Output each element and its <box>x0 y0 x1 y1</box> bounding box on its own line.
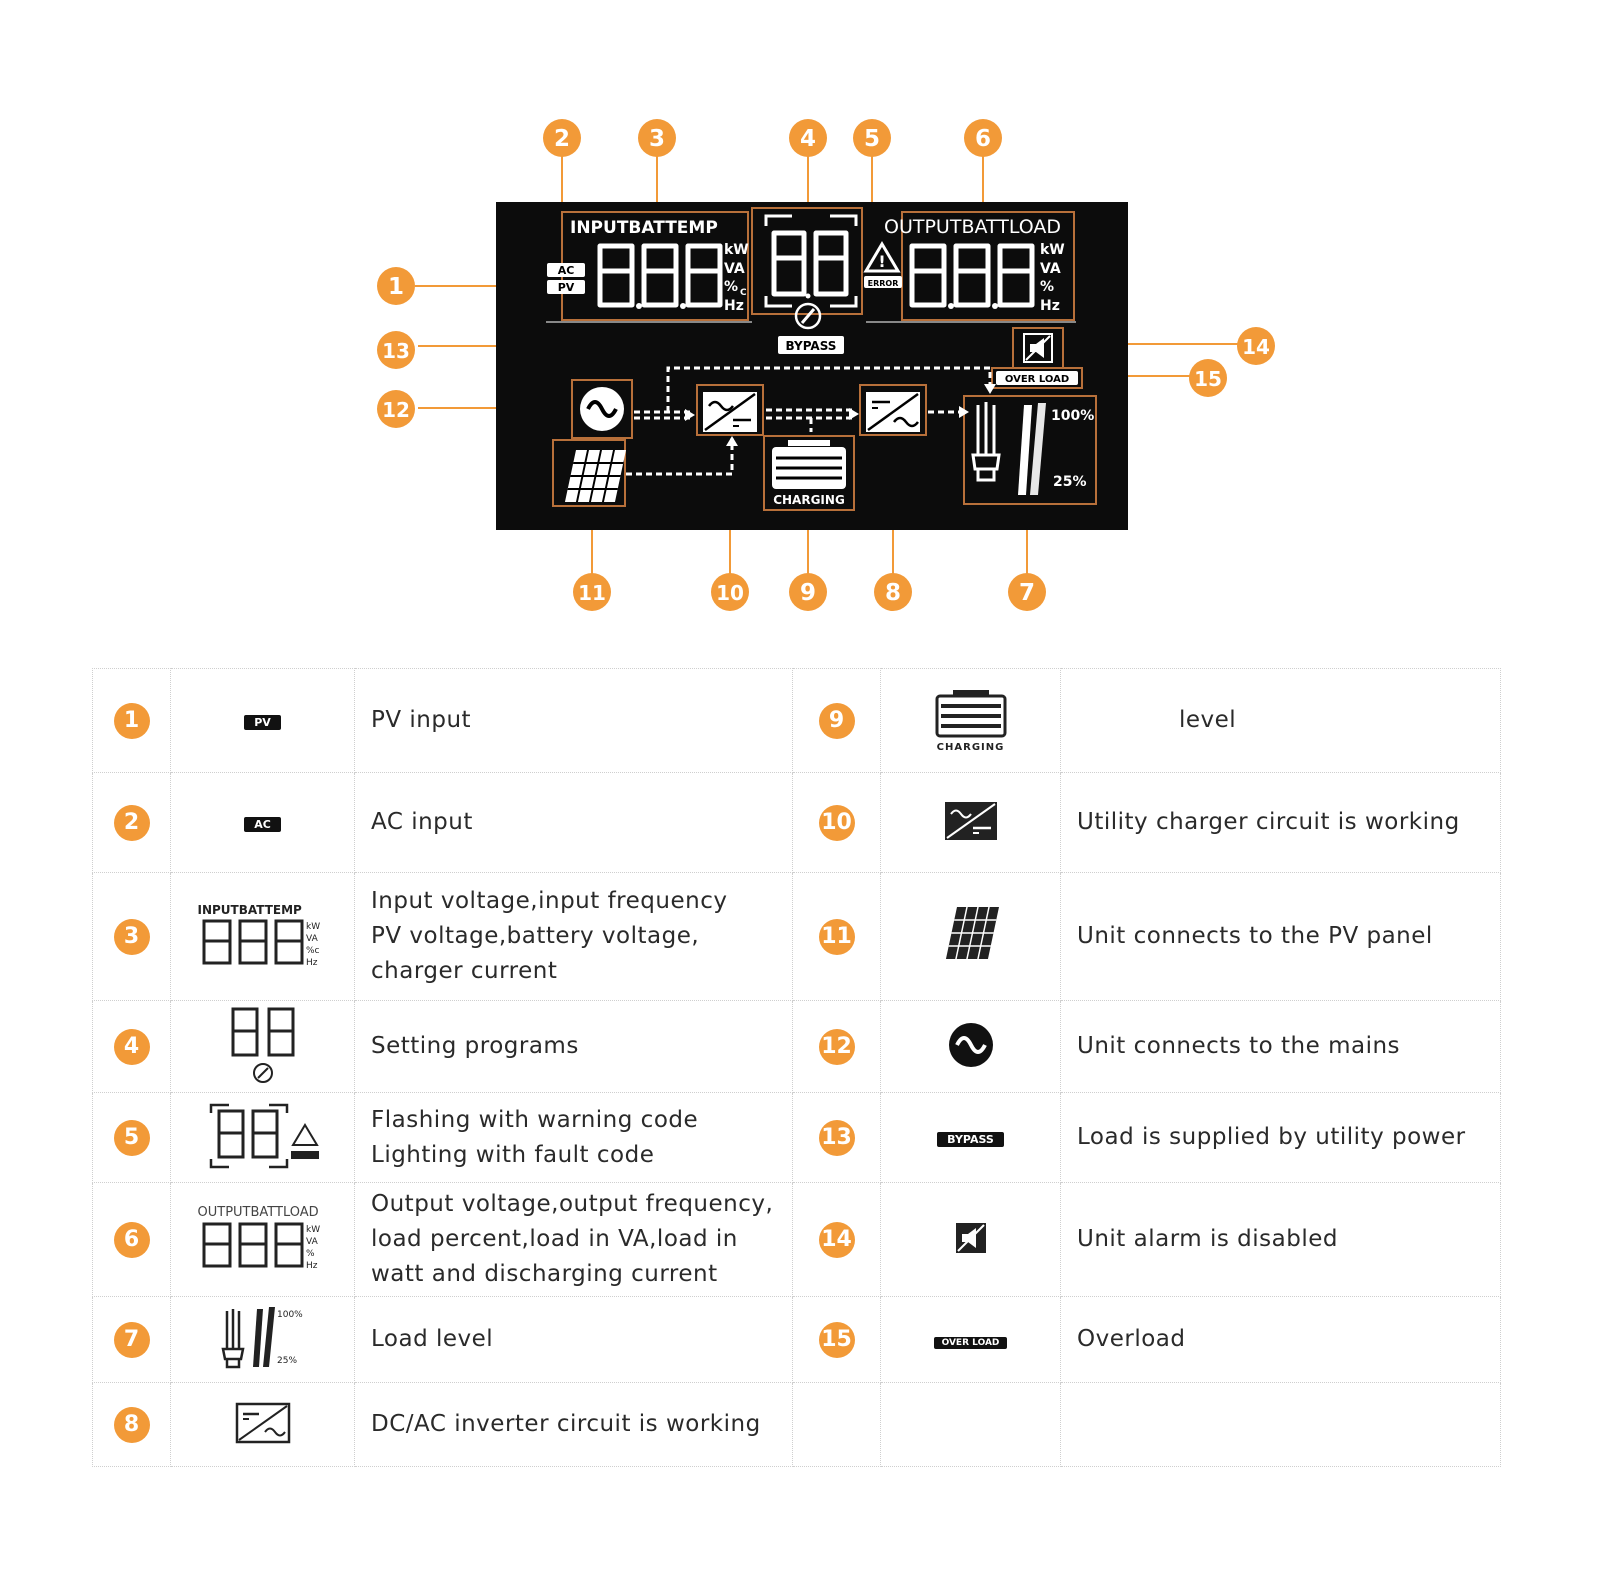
legend-number-badge: 13 <box>819 1120 855 1156</box>
charger-circuit-icon <box>943 800 999 842</box>
svg-text:!: ! <box>878 252 886 271</box>
input-label: INPUTBATTEMP <box>570 218 718 238</box>
legend-number-badge: 12 <box>819 1029 855 1065</box>
svg-text:100%: 100% <box>276 1309 303 1320</box>
setting-digits-icon <box>223 1003 303 1087</box>
legend-desc-line: Output voltage,output frequency, <box>371 1191 774 1217</box>
callout-8: 8 <box>884 580 902 606</box>
legend-desc-line: DC/AC inverter circuit is working <box>371 1411 761 1437</box>
ac-tag: AC <box>557 264 575 277</box>
callout-3: 3 <box>648 126 666 152</box>
callout-7: 7 <box>1018 580 1036 606</box>
legend-desc-line: Setting programs <box>371 1033 579 1059</box>
output-display-icon: OUTPUTBATTLOAD kW VA % Hz <box>197 1205 320 1270</box>
svg-text:Hz: Hz <box>724 298 744 314</box>
svg-text:kW: kW <box>305 921 320 932</box>
legend-desc-line: Unit alarm is disabled <box>1077 1226 1338 1252</box>
overload-tag-icon: OVER LOAD <box>934 1337 1008 1349</box>
bypass-tag: BYPASS <box>785 339 837 353</box>
input-display-icon: INPUTBATTEMP kW VA %c Hz <box>197 902 320 967</box>
callout-12: 12 <box>382 398 410 422</box>
battery-charging-icon <box>772 440 846 489</box>
svg-text:kW: kW <box>1040 242 1065 258</box>
pv-tag-icon: PV <box>244 715 281 730</box>
legend-number-badge: 9 <box>819 703 855 739</box>
load-high-label: 100% <box>1051 408 1095 424</box>
legend-row <box>93 669 1501 773</box>
legend-number-badge: 2 <box>114 805 150 841</box>
legend-desc-line: AC input <box>371 809 473 835</box>
legend-desc-line: Unit connects to the mains <box>1077 1033 1401 1059</box>
svg-text:Hz: Hz <box>305 1261 317 1270</box>
error-tag: ERROR <box>867 279 899 288</box>
legend-desc-line: Flashing with warning code <box>371 1106 699 1133</box>
error-digits-icon <box>203 1099 323 1173</box>
callout-11: 11 <box>578 581 606 605</box>
load-low-label: 25% <box>1053 474 1087 490</box>
charger-circuit-icon <box>703 392 757 432</box>
callout-1: 1 <box>387 274 405 300</box>
mains-icon <box>946 1020 996 1070</box>
battery-charging-icon: CHARGING <box>933 688 1009 753</box>
legend-desc-line: Load is supplied by utility power <box>1077 1124 1466 1150</box>
legend-number-badge: 1 <box>114 703 150 739</box>
callout-10: 10 <box>716 581 744 605</box>
legend-number-badge: 10 <box>819 805 855 841</box>
legend-desc-line: watt and discharging current <box>371 1261 718 1287</box>
pv-panel-icon <box>939 903 1003 967</box>
alarm-disabled-icon <box>954 1221 988 1255</box>
legend-row <box>93 1297 1501 1383</box>
legend-desc-line: Unit connects to the PV panel <box>1077 923 1433 949</box>
legend-number-badge: 7 <box>114 1322 150 1358</box>
legend-desc-line: Input voltage,input frequency <box>371 888 728 914</box>
legend-desc-line: level <box>1179 707 1237 733</box>
svg-text:kW: kW <box>305 1225 320 1235</box>
legend-number-badge: 15 <box>819 1322 855 1358</box>
svg-text:%c: %c <box>305 945 319 956</box>
svg-text:Hz: Hz <box>1040 298 1060 314</box>
legend-desc-line: load percent,load in VA,load in <box>371 1226 738 1252</box>
legend-row <box>93 1183 1501 1297</box>
bypass-tag-icon: BYPASS <box>937 1132 1004 1147</box>
legend-number-badge: 8 <box>114 1407 150 1443</box>
legend-number-badge: 6 <box>114 1222 150 1258</box>
legend-number-badge: 3 <box>114 919 150 955</box>
svg-text:%: % <box>724 279 739 295</box>
svg-text:%: % <box>1040 279 1055 295</box>
svg-text:25%: 25% <box>276 1355 297 1366</box>
overload-tag: OVER LOAD <box>1004 374 1070 385</box>
callout-9: 9 <box>799 580 817 606</box>
callout-6: 6 <box>974 126 992 152</box>
callout-4: 4 <box>799 126 817 152</box>
svg-text:VA: VA <box>305 933 318 944</box>
output-label: OUTPUTBATTLOAD <box>884 216 1062 238</box>
callout-15: 15 <box>1194 367 1222 391</box>
dc-ac-inverter-icon <box>866 392 920 432</box>
svg-text:%: % <box>305 1249 315 1259</box>
legend-row <box>93 1093 1501 1183</box>
svg-text:C: C <box>740 288 747 298</box>
legend-table <box>92 668 1501 1467</box>
legend-number-badge: 11 <box>819 919 855 955</box>
callout-14: 14 <box>1242 335 1270 359</box>
legend-row <box>93 873 1501 1001</box>
legend-number-badge: 5 <box>114 1120 150 1156</box>
legend-row <box>93 1001 1501 1093</box>
ac-tag-icon: AC <box>244 817 281 832</box>
load-level-icon <box>213 1301 313 1375</box>
legend-desc-line: Utility charger circuit is working <box>1077 809 1460 835</box>
callout-13: 13 <box>382 339 410 363</box>
legend-number-badge: 14 <box>819 1222 855 1258</box>
bulb-icon <box>973 402 999 480</box>
legend-number-badge: 4 <box>114 1029 150 1065</box>
legend-desc-line: Load level <box>371 1326 494 1352</box>
legend-desc-line: Overload <box>1077 1326 1186 1352</box>
svg-text:Hz: Hz <box>305 957 317 967</box>
callout-5: 5 <box>863 126 881 152</box>
pv-tag: PV <box>557 281 575 294</box>
legend-desc-line: Lighting with fault code <box>371 1141 655 1168</box>
dc-ac-inverter-icon <box>235 1402 291 1444</box>
svg-text:VA: VA <box>305 1237 318 1247</box>
legend-desc-line: PV voltage,battery voltage, <box>371 923 700 949</box>
legend-desc-line: PV input <box>371 707 472 733</box>
legend-row <box>93 773 1501 873</box>
svg-text:VA: VA <box>724 261 745 277</box>
svg-text:kW: kW <box>724 242 749 258</box>
lcd-diagram <box>0 0 1600 640</box>
legend-row <box>93 1383 1501 1467</box>
charging-tag: CHARGING <box>773 493 845 507</box>
svg-text:VA: VA <box>1040 261 1061 277</box>
callout-2: 2 <box>553 126 571 152</box>
legend-desc-line: charger current <box>371 958 558 984</box>
